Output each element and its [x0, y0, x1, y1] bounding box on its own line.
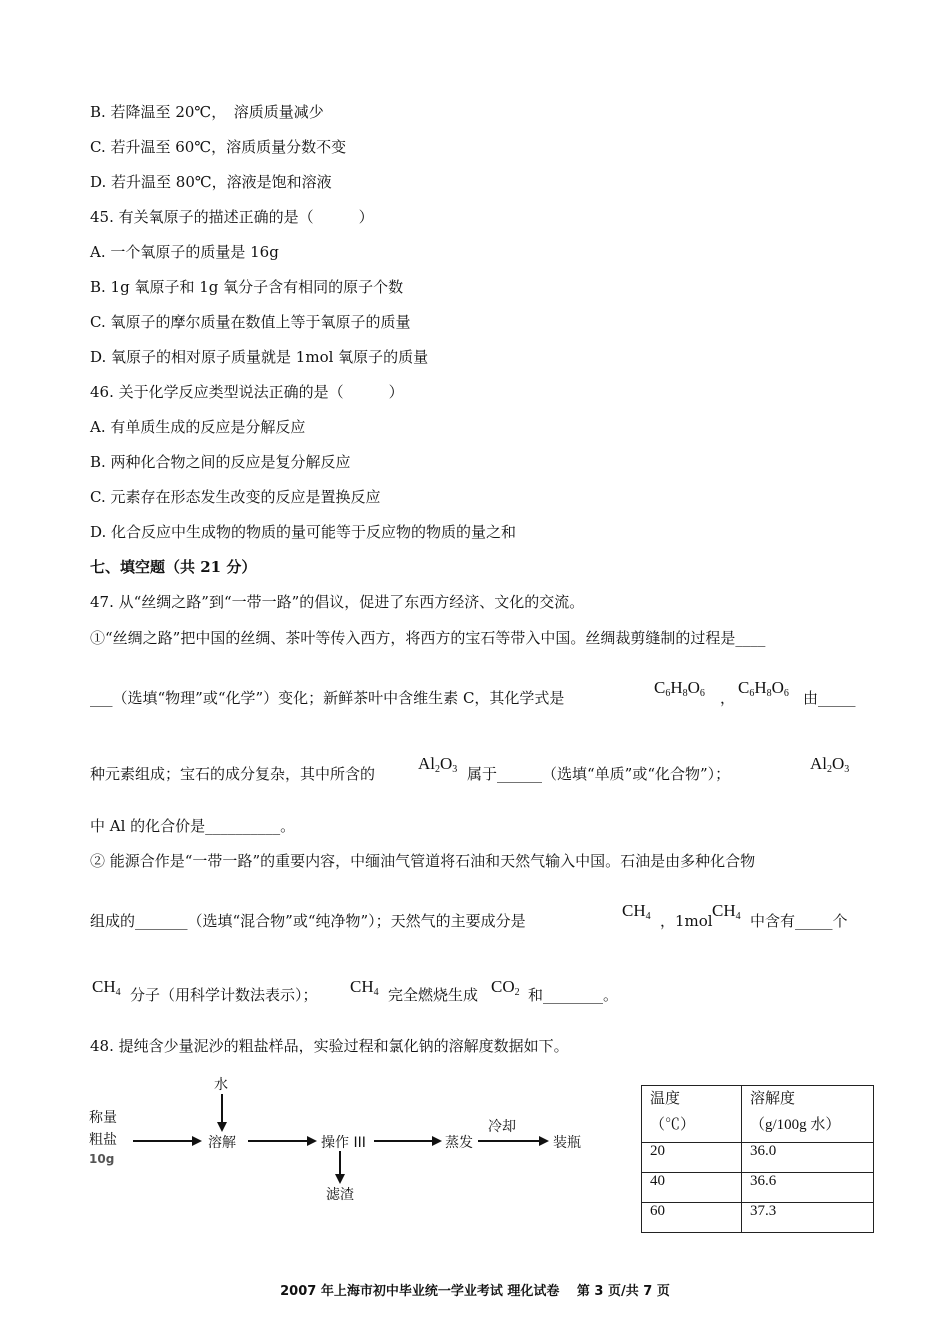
- q45-option-a: A. 一个氧原子的质量是 16g: [90, 243, 279, 261]
- q47-part2-line2-end: 中含有_____个: [750, 912, 848, 930]
- header-solubility: 溶解度 （g/100g 水）: [742, 1086, 874, 1143]
- question-47: 47. 从“丝绸之路”到“一带一路”的倡议，促进了东西方经济、文化的交流。: [90, 593, 585, 611]
- option-c-line: C. 若升温至 60℃，溶质质量分数不变: [90, 138, 347, 156]
- vitamin-c-formula-1: $C_6H_8O_6$: [654, 678, 705, 699]
- q46-option-a: A. 有单质生成的反应是分解反应: [90, 418, 306, 436]
- question-48: 48. 提纯含少量泥沙的粗盐样品，实验过程和氯化钠的溶解度数据如下。: [90, 1037, 569, 1055]
- page-footer: 2007 年上海市初中毕业统一学业考试 理化试卷 第 3 页/共 7 页: [280, 1284, 670, 1299]
- option-b-line: B. 若降温至 20℃， 溶质质量减少: [90, 103, 324, 121]
- cell-temperature: 60: [642, 1203, 742, 1233]
- q47-part1-line2: ___（选填“物理”或“化学”）变化；新鲜茶叶中含维生素 C，其化学式是: [90, 689, 565, 707]
- methane-formula-3: $CH_4$: [92, 977, 121, 998]
- table-row: [642, 1203, 874, 1233]
- q47-part1-line2-end: 由_____: [803, 689, 856, 707]
- cell-solubility: 37.3: [742, 1203, 874, 1233]
- flow-cool-label: 冷却: [488, 1119, 516, 1135]
- flow-start-label-1: 称量: [89, 1110, 117, 1126]
- flow-bottle-label: 装瓶: [553, 1135, 581, 1151]
- q45-option-b: B. 1g 氧原子和 1g 氧分子含有相同的原子个数: [90, 278, 404, 296]
- q47-part2-line3-b: 完全燃烧生成: [388, 986, 479, 1004]
- alumina-formula-1: $Al_2O_3$: [418, 754, 458, 775]
- option-d-line: D. 若升温至 80℃，溶液是饱和溶液: [90, 173, 332, 191]
- flow-evaporate-label: 蒸发: [445, 1135, 473, 1151]
- cell-temperature: 20: [642, 1143, 742, 1173]
- flow-mass-label: 10g: [89, 1152, 115, 1166]
- q47-part1-line3: 种元素组成；宝石的成分复杂，其中所含的: [90, 765, 376, 783]
- cell-temperature: 40: [642, 1173, 742, 1203]
- q45-option-c: C. 氧原子的摩尔质量在数值上等于氧原子的质量: [90, 313, 411, 331]
- methane-formula-1: $CH_4$: [622, 901, 651, 922]
- flow-dissolve-label: 溶解: [208, 1135, 236, 1151]
- header-temperature: 温度 （℃）: [642, 1086, 742, 1143]
- solubility-table: [641, 1085, 874, 1233]
- q47-part1-line4: 中 Al 的化合价是__________。: [90, 817, 296, 835]
- q45-option-d: D. 氧原子的相对原子质量就是 1mol 氧原子的质量: [90, 348, 429, 366]
- q46-option-c: C. 元素存在形态发生改变的反应是置换反应: [90, 488, 381, 506]
- table-row: [642, 1143, 874, 1173]
- flow-start-label-2: 粗盐: [89, 1132, 117, 1148]
- q47-part1-line3-mid: 属于______（选填“单质”或“化合物”）；: [467, 765, 731, 783]
- vitamin-c-formula-2: $C_6H_8O_6$: [738, 678, 789, 699]
- alumina-formula-2: $Al_2O_3$: [810, 754, 850, 775]
- methane-formula-2: $CH_4$: [712, 901, 741, 922]
- q47-part2-line2: 组成的_______（选填“混合物”或“纯净物”）；天然气的主要成分是: [90, 912, 526, 930]
- table-header-row: [642, 1086, 874, 1143]
- comma: ，: [720, 689, 736, 707]
- methane-formula-4: $CH_4$: [350, 977, 379, 998]
- flow-operation-label: 操作 III: [321, 1135, 366, 1151]
- q47-part2-line3-a: 分子（用科学计数法表示）；: [130, 986, 318, 1004]
- cell-solubility: 36.6: [742, 1173, 874, 1203]
- q47-part2-line1: ② 能源合作是“一带一路”的重要内容，中缅油气管道将石油和天然气输入中国。石油是由多种化合物: [90, 852, 756, 870]
- table-row: [642, 1173, 874, 1203]
- q47-part2-line3-c: 和________。: [528, 986, 619, 1004]
- one-mol-text: ，1mol: [660, 912, 713, 930]
- question-45: 45. 有关氧原子的描述正确的是（ ）: [90, 208, 374, 226]
- flow-residue-label: 滤渣: [326, 1187, 354, 1203]
- co2-formula: $CO_2$: [491, 977, 520, 998]
- q47-part1-line1: ①“丝绸之路”把中国的丝绸、茶叶等传入西方，将西方的宝石等带入中国。丝绸裁剪缝制的过程是____: [90, 629, 766, 647]
- section-7-heading: 七、填空题（共 21 分）: [90, 558, 257, 576]
- cell-solubility: 36.0: [742, 1143, 874, 1173]
- question-46: 46. 关于化学反应类型说法正确的是（ ）: [90, 383, 404, 401]
- q46-option-b: B. 两种化合物之间的反应是复分解反应: [90, 453, 351, 471]
- q46-option-d: D. 化合反应中生成物的物质的量可能等于反应物的物质的量之和: [90, 523, 517, 541]
- flow-water-label: 水: [214, 1077, 228, 1093]
